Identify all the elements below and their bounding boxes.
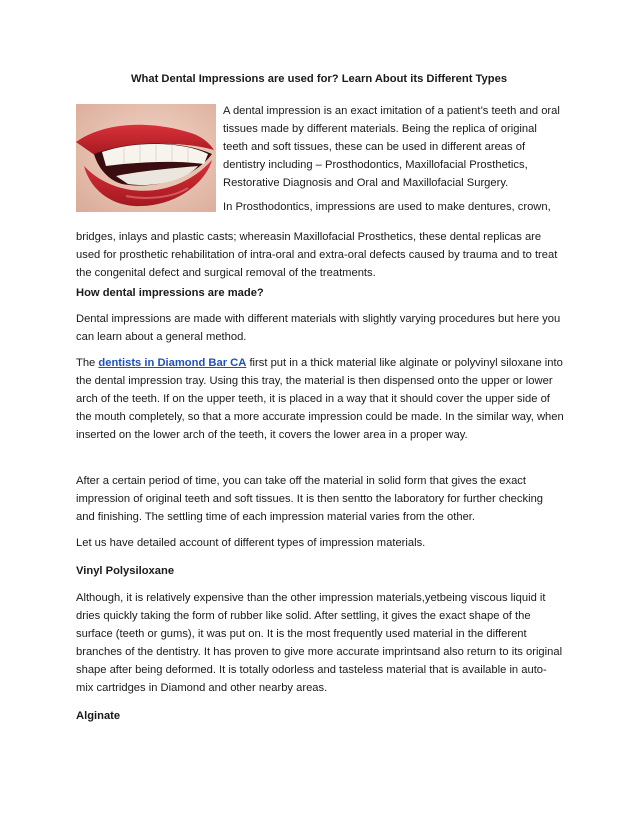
intro-paragraph: A dental impression is an exact imitation of a patient’s teeth and oral tissues made by different materials. Being the replica of original teeth and soft tissues, these can be used in different areas of dentistry including – Prosthodontics, Maxillofacial Prosthetics, Restorative Diagnosis and Oral and Maxillofacial Surgery.: [223, 105, 560, 189]
intro-text: [223, 102, 563, 216]
method-text-before: The: [76, 357, 99, 369]
section-heading-alginate: Alginate: [76, 710, 121, 722]
method-text: [76, 354, 564, 444]
vinyl-paragraph: [76, 589, 564, 697]
method-paragraph: [76, 354, 564, 444]
vinyl-text: Although, it is relatively expensive than the other impression materials,yetbeing viscous liquid it dries quickly taking the form of rubber like solid. After settling, it gives the exact shape of the surface (teeth or gums), it was put on. It is the most frequently used material in the different branches of the dentistry. It has proven to give more accurate imprintsand also return to its original shape after being deformed. It is totally odorless and tasteless material that is available in auto-mix cartridges in Diamond and other nearby areas.: [76, 592, 563, 694]
vinyl-heading: [76, 562, 564, 580]
types-paragraph: [76, 534, 564, 552]
section-heading-how: How dental impressions are made?: [76, 287, 264, 299]
types-text: Let us have detailed account of different types of impression materials.: [76, 537, 426, 549]
how-made-paragraph: [76, 310, 564, 346]
prosthodontics-paragraph-rest-text: bridges, inlays and plastic casts; whereasin Maxillofacial Prosthetics, these dental replicas are used for prosthetic rehabilitation of intra-oral and extra-oral defects caused by trauma and to treat the congenital defect and surgical removal of the treatments.: [76, 231, 558, 279]
after-paragraph: [76, 472, 564, 526]
dentists-diamond-bar-link[interactable]: dentists in Diamond Bar CA: [98, 357, 247, 369]
alginate-heading: [76, 707, 564, 725]
prosthodontics-paragraph-rest: [76, 228, 564, 282]
section-heading-vinyl: Vinyl Polysiloxane: [76, 565, 175, 577]
page-title: What Dental Impressions are used for? Learn About its Different Types: [130, 73, 508, 85]
how-made-heading: [76, 284, 564, 302]
prosthodontics-paragraph-start: In Prosthodontics, impressions are used to make dentures, crown,: [223, 201, 551, 213]
after-text: After a certain period of time, you can take off the material in solid form that gives the exact impression of original teeth and soft tissues. It is then sentto the laboratory for further checking and finishing. The settling time of each impression material varies from the other.: [76, 475, 544, 523]
smile-image: [76, 104, 216, 212]
how-made-text: Dental impressions are made with different materials with slightly varying procedures but here you can learn about a general method.: [76, 313, 561, 343]
method-text-after: first put in a thick material like alginate or polyvinyl siloxane into the dental impression tray. Using this tray, the material is then dispensed onto the upper or lower arch of the teeth. If on the upper teeth, it is placed in a way that it should cover the upper side of the mouth completely, so that a more accurate impression could be made. In the similar way, when inserted on the lower arch of the teeth, it covers the lower area in a proper way.: [76, 357, 564, 441]
smile-photo: [76, 104, 216, 212]
